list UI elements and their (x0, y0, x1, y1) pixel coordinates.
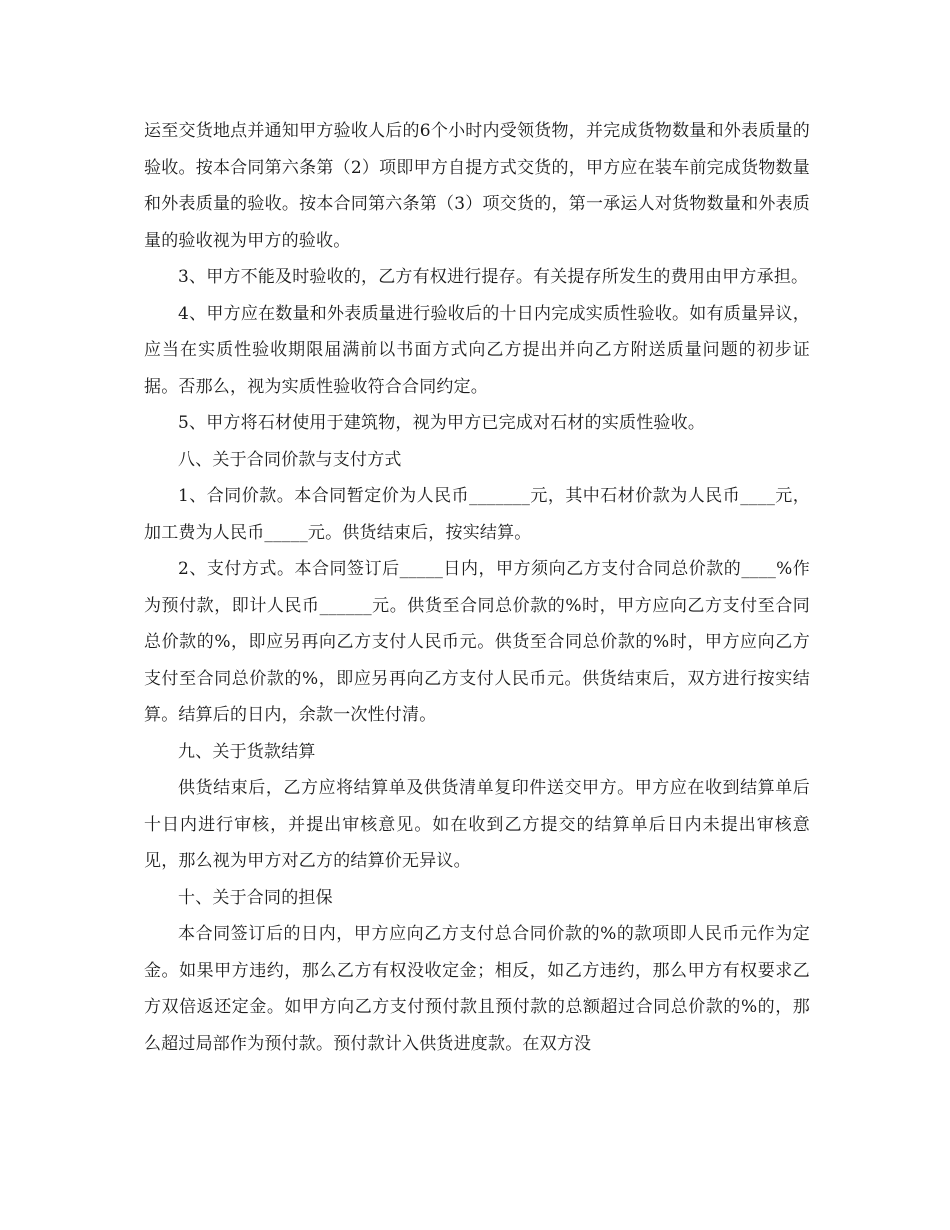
paragraph-acceptance-continued: 运至交货地点并通知甲方验收人后的6个小时内受领货物，并完成货物数量和外表质量的验收。按本合同第六条第（2）项即甲方自提方式交货的，甲方应在装车前完成货物数量和外表质量的验收。按本合同第六条第（3）项交货的，第一承运人对货物数量和外表质量的验收视为甲方的验收。 (144, 121, 810, 251)
paragraph-clause-10: 本合同签订后的日内，甲方应向乙方支付总合同价款的%的款项即人民币元作为定金。如果甲方违约，那么乙方有权没收定金；相反，如乙方违约，那么甲方有权要求乙方双倍返还定金。如甲方向乙方支付预付款且预付款的总额超过合同总价款的%的，那么超过局部作为预付款。预付款计入供货进度款。在双方没 (144, 924, 810, 1054)
paragraph-clause-7-5: 5、甲方将石材使用于建筑物，视为甲方已完成对石材的实质性验收。 (178, 413, 706, 433)
paragraph-clause-7-4: 4、甲方应在数量和外表质量进行验收后的十日内完成实质性验收。如有质量异议，应当在实质性验收期限届满前以书面方式向乙方提出并向乙方附送质量问题的初步证据。否那么，视为实质性验收符合合同约定。 (144, 303, 810, 397)
section-heading-8: 八、关于合同价款与支付方式 (178, 449, 402, 470)
document-body (144, 113, 810, 1062)
paragraph-clause-8-1: 1、合同价款。本合同暂定价为人民币_______元，其中石材价款为人民币____元，加工费为人民币_____元。供货结束后，按实结算。 (144, 486, 810, 543)
paragraph-clause-7-3: 3、甲方不能及时验收的，乙方有权进行提存。有关提存所发生的费用由甲方承担。 (178, 267, 809, 287)
section-heading-9: 九、关于货款结算 (178, 741, 316, 762)
paragraph-clause-8-2: 2、支付方式。本合同签订后_____日内，甲方须向乙方支付合同总价款的____%作为预付款，即计人民币______元。供货至合同总价款的%时，甲方应向乙方支付至合同总价款的%，即应另再向乙方支付人民币元。供货至合同总价款的%时，甲方应向乙方支付至合同总价款的%，即应另再向乙方支付人民币元。供货结束后，双方进行按实结算。结算后的日内，余款一次性付清。 (144, 559, 810, 725)
paragraph-clause-9: 供货结束后，乙方应将结算单及供货清单复印件送交甲方。甲方应在收到结算单后十日内进行审核，并提出审核意见。如在收到乙方提交的结算单后日内未提出审核意见，那么视为甲方对乙方的结算价无异议。 (144, 778, 810, 871)
section-heading-10: 十、关于合同的担保 (178, 887, 333, 908)
